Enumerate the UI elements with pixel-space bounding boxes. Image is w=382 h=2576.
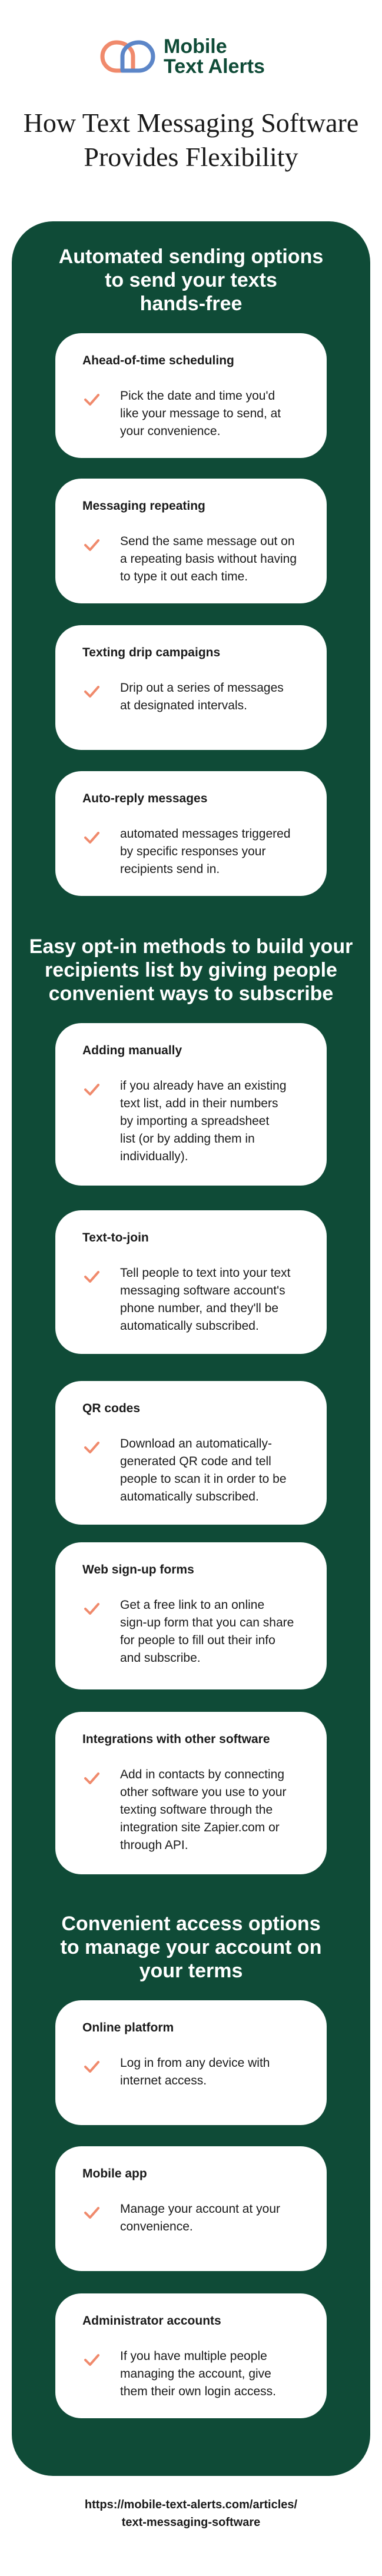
card-integrations	[55, 1712, 327, 1874]
page-title-line2: Provides Flexibility	[84, 142, 298, 172]
card-description-line: by specific responses your	[120, 845, 266, 858]
card-description-line: automatically subscribed.	[120, 1490, 259, 1503]
card-description-line: and subscribe.	[120, 1651, 201, 1665]
page-title	[0, 106, 382, 174]
card-description-line: individually).	[120, 1150, 188, 1163]
card-description-line: to type it out each time.	[120, 570, 248, 583]
checkmark-icon	[84, 2206, 100, 2219]
card-description	[120, 387, 308, 440]
card-text-to-join	[55, 1210, 327, 1354]
checkmark-icon	[84, 1602, 100, 1615]
card-description-line: other software you use to your	[120, 1785, 287, 1799]
card-description-line: internet access.	[120, 2074, 207, 2087]
card-description-line: Pick the date and time you'd	[120, 389, 275, 403]
section-title-line: Convenient access options	[61, 1913, 321, 1935]
checkmark-icon	[84, 831, 100, 844]
source-url	[0, 2496, 382, 2531]
card-title: Text-to-join	[82, 1231, 149, 1244]
card-description-line: Log in from any device with	[120, 2056, 270, 2070]
card-title: Integrations with other software	[82, 1732, 270, 1746]
card-ahead-of-time-scheduling	[55, 333, 327, 458]
card-qr-codes	[55, 1381, 327, 1525]
section-title-line: to send your texts	[105, 269, 277, 291]
card-description	[120, 825, 308, 878]
card-description-line: integration site Zapier.com or	[120, 1821, 280, 1834]
card-title: Messaging repeating	[82, 499, 205, 513]
card-description-line: if you already have an existing	[120, 1079, 287, 1093]
card-description-line: automated messages triggered	[120, 827, 291, 841]
card-administrator-accounts	[55, 2293, 327, 2418]
card-title: QR codes	[82, 1402, 141, 1415]
checkmark-icon	[84, 393, 100, 406]
card-description-line: generated QR code and tell	[120, 1455, 271, 1468]
card-description	[120, 1596, 308, 1667]
card-description	[120, 1435, 308, 1506]
section-title-line: recipients list by giving people	[45, 959, 337, 981]
brand-name-line2: Text Alerts	[164, 55, 265, 78]
source-url-line1: https://mobile-text-alerts.com/articles/	[84, 2498, 298, 2511]
card-description-line: recipients send in.	[120, 862, 220, 876]
checkmark-icon	[84, 539, 100, 552]
section-title-automated	[0, 245, 382, 316]
section-title-line: Automated sending options	[58, 245, 324, 268]
card-description-line: like your message to send, at	[120, 407, 281, 420]
card-description-line: sign-up form that you can share	[120, 1616, 294, 1629]
card-web-sign-up-forms	[55, 1542, 327, 1689]
section-title-opt-in	[0, 935, 382, 1005]
card-title: Online platform	[82, 2021, 174, 2034]
card-title: Adding manually	[82, 1044, 182, 1057]
card-description-line: Get a free link to an online	[120, 1598, 265, 1612]
checkmark-icon	[84, 685, 100, 698]
source-url-line2: text-messaging-software	[121, 2516, 261, 2529]
card-messaging-repeating	[55, 479, 327, 603]
card-description-line: Tell people to text into your text	[120, 1266, 291, 1280]
card-online-platform	[55, 2000, 327, 2125]
card-description-line: them their own login access.	[120, 2385, 276, 2398]
card-description	[120, 2200, 308, 2236]
card-adding-manually	[55, 1023, 327, 1186]
brand-name	[164, 36, 265, 77]
section-title-line: hands-free	[139, 293, 243, 315]
logo-chat-bubbles-icon	[99, 39, 158, 74]
card-title: Mobile app	[82, 2167, 147, 2180]
card-description-line: for people to fill out their info	[120, 1634, 275, 1647]
card-title: Web sign-up forms	[82, 1563, 194, 1576]
section-title-line: to manage your account on	[60, 1936, 322, 1958]
card-description-line: texting software through the	[120, 1803, 273, 1817]
section-title-line: Easy opt-in methods to build your	[29, 935, 353, 958]
brand-name-line1: Mobile	[164, 35, 227, 58]
card-description-line: text list, add in their numbers	[120, 1097, 278, 1110]
card-description-line: people to scan it in order to be	[120, 1472, 287, 1486]
card-title: Auto-reply messages	[82, 792, 208, 805]
checkmark-icon	[84, 2353, 100, 2366]
card-description	[120, 679, 308, 715]
card-title: Administrator accounts	[82, 2314, 221, 2328]
card-description	[120, 1077, 308, 1166]
section-title-line: your terms	[139, 1960, 243, 1982]
card-description-line: messaging software account's	[120, 1284, 285, 1297]
card-description-line: through API.	[120, 1838, 188, 1852]
card-description-line: by importing a spreadsheet	[120, 1114, 270, 1128]
card-description-line: automatically subscribed.	[120, 1319, 259, 1333]
card-description	[120, 2348, 308, 2401]
page-title-line1: How Text Messaging Software	[23, 108, 359, 138]
card-description-line: Send the same message out on	[120, 535, 295, 548]
card-description-line: If you have multiple people	[120, 2349, 267, 2363]
card-description-line: Add in contacts by connecting	[120, 1768, 285, 1781]
card-description-line: your convenience.	[120, 424, 221, 438]
card-description-line: Manage your account at your	[120, 2202, 280, 2216]
card-description-line: managing the account, give	[120, 2367, 271, 2381]
card-description-line: Drip out a series of messages	[120, 681, 284, 695]
card-description-line: convenience.	[120, 2220, 193, 2233]
card-description-line: phone number, and they'll be	[120, 1302, 279, 1315]
card-auto-reply-messages	[55, 771, 327, 896]
card-description	[120, 1264, 308, 1335]
checkmark-icon	[84, 2060, 100, 2073]
section-title-access	[0, 1912, 382, 1983]
brand-logo	[99, 36, 265, 77]
card-title: Texting drip campaigns	[82, 646, 221, 659]
card-description-line: list (or by adding them in	[120, 1132, 255, 1146]
card-texting-drip-campaigns	[55, 625, 327, 750]
checkmark-icon	[84, 1772, 100, 1785]
card-mobile-app	[55, 2146, 327, 2271]
checkmark-icon	[84, 1441, 100, 1454]
card-description-line: at designated intervals.	[120, 699, 247, 712]
card-description	[120, 2054, 308, 2090]
card-description-line: Download an automatically-	[120, 1437, 272, 1450]
card-description	[120, 533, 308, 586]
checkmark-icon	[84, 1270, 100, 1283]
card-title: Ahead-of-time scheduling	[82, 354, 234, 367]
checkmark-icon	[84, 1083, 100, 1096]
card-description-line: a repeating basis without having	[120, 552, 297, 566]
section-title-line: convenient ways to subscribe	[48, 982, 334, 1005]
card-description	[120, 1766, 308, 1854]
